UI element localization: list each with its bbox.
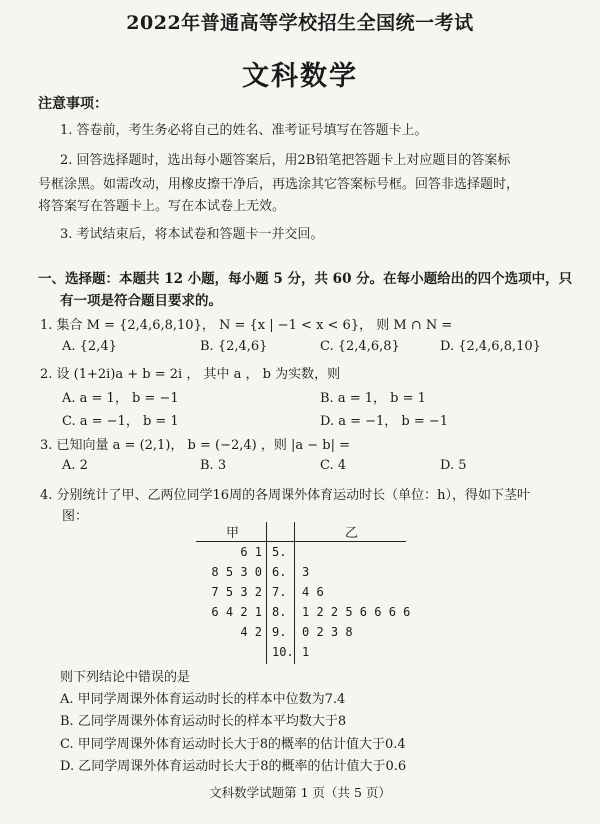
section-heading-line2: 有一项是符合题目要求的。 <box>60 293 222 309</box>
notice-item-2: 2. 回答选择题时，选出每小题答案后，用2B铅笔把答题卡上对应题目的答案标 <box>60 153 511 168</box>
exam-subject: 文科数学 <box>242 61 358 92</box>
q1-option-d: D. {2,4,6,8,10} <box>440 339 541 354</box>
stemleaf-header-rule <box>196 541 406 542</box>
q4-option-c: C. 甲同学周课外体育运动时长大于8的概率的估计值大于0.4 <box>60 737 406 752</box>
q3-stem: 3. 已知向量 a = (2,1)， b = (−2,4) ，则 |a − b| = <box>40 438 350 453</box>
stemleaf-right-leaves: 0 2 3 8 <box>302 625 353 639</box>
stemleaf-header-right: 乙 <box>345 526 359 541</box>
q1-option-a: A. {2,4} <box>62 339 117 354</box>
stemleaf-right-leaves: 1 <box>302 645 310 659</box>
stemleaf-stem: 10. <box>272 645 294 659</box>
stemleaf-stem: 8. <box>272 605 287 619</box>
stemleaf-right-leaves: 4 6 <box>302 585 324 599</box>
q3-option-a: A. 2 <box>62 458 88 473</box>
stemleaf-left-leaves: 4 2 <box>240 625 262 639</box>
notice-heading: 注意事项： <box>38 96 108 112</box>
q4-stem-line2: 图： <box>62 509 89 524</box>
stemleaf-right-leaves: 1 2 2 5 6 6 6 6 <box>302 605 411 619</box>
stemleaf-right-leaves: 3 <box>302 565 310 579</box>
q3-option-b: B. 3 <box>200 458 227 473</box>
stemleaf-left-leaves: 6 4 2 1 <box>211 605 262 619</box>
q4-stem-line1: 4. 分别统计了甲、乙两位同学16周的各周课外体育运动时长（单位：h），得如下茎叶 <box>40 488 530 503</box>
notice-item-1: 1. 答卷前，考生务必将自己的姓名、准考证号填写在答题卡上。 <box>60 123 428 138</box>
q1-stem: 1. 集合 M = {2,4,6,8,10}， N = {x | −1 < x < 6}， 则 M ∩ N = <box>40 318 453 333</box>
exam-title: 2022年普通高等学校招生全国统一考试 <box>126 12 474 34</box>
notice-item-3: 3. 考试结束后，将本试卷和答题卡一并交回。 <box>60 227 324 242</box>
stemleaf-stem: 7. <box>272 585 287 599</box>
q3-option-c: C. 4 <box>320 458 347 473</box>
notice-item-2-cont2: 将答案写在答题卡上。写在本试卷上无效。 <box>38 199 286 214</box>
section-heading-line1: 一、选择题：本题共 12 小题，每小题 5 分，共 60 分。在每小题给出的四个选项中，只 <box>38 271 573 287</box>
stemleaf-header-left: 甲 <box>226 526 240 541</box>
q2-option-b: B. a = 1， b = 1 <box>320 391 426 406</box>
stemleaf-left-leaves: 8 5 3 0 <box>211 565 262 579</box>
q2-stem: 2. 设 (1+2i)a + b = 2i ， 其中 a ， b 为实数，则 <box>40 367 341 382</box>
q1-option-b: B. {2,4,6} <box>200 339 268 354</box>
q4-option-a: A. 甲同学周课外体育运动时长的样本中位数为7.4 <box>60 692 346 707</box>
q2-option-a: A. a = 1， b = −1 <box>62 391 179 406</box>
q1-option-c: C. {2,4,6,8} <box>320 339 400 354</box>
stemleaf-stem: 9. <box>272 625 287 639</box>
stemleaf-stem: 6. <box>272 565 287 579</box>
q4-option-b: B. 乙同学周课外体育运动时长的样本平均数大于8 <box>60 714 347 729</box>
notice-item-2-cont: 号框涂黑。如需改动，用橡皮擦干净后，再选涂其它答案标号框。回答非选择题时， <box>38 177 520 192</box>
stemleaf-stem: 5. <box>272 545 287 559</box>
stemleaf-right-divider <box>294 522 295 664</box>
stemleaf-left-leaves: 6 1 <box>240 545 262 559</box>
stemleaf-left-leaves: 7 5 3 2 <box>211 585 262 599</box>
page-footer: 文科数学试题第 1 页（共 5 页） <box>209 785 391 800</box>
q3-option-d: D. 5 <box>440 458 467 473</box>
q2-option-c: C. a = −1， b = 1 <box>62 414 179 429</box>
stemleaf-left-divider <box>266 522 267 664</box>
q2-option-d: D. a = −1， b = −1 <box>320 414 449 429</box>
q4-question: 则下列结论中错误的是 <box>60 670 191 685</box>
q4-option-d: D. 乙同学周课外体育运动时长大于8的概率的估计值大于0.6 <box>60 759 407 774</box>
